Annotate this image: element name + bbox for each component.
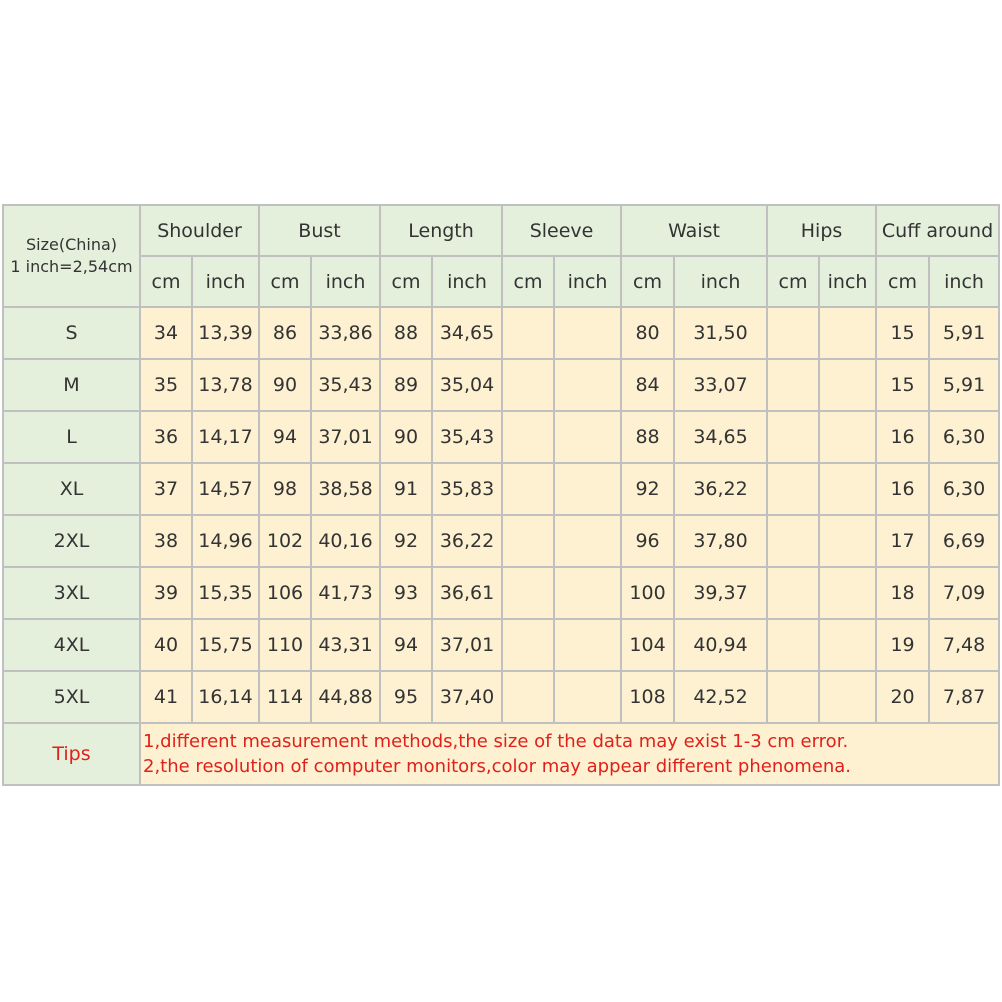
value-cm-cell: 92 [380,515,432,567]
size-cell: 3XL [3,567,140,619]
value-cm-cell [502,619,554,671]
tips-label: Tips [3,723,140,785]
unit-cm: cm [140,256,192,307]
value-inch-cell: 40,94 [674,619,767,671]
unit-inch: inch [432,256,502,307]
unit-cm: cm [502,256,554,307]
header-row [3,205,999,256]
value-inch-cell: 33,86 [311,307,380,359]
header-bust: Bust [259,205,380,256]
value-cm-cell: 34 [140,307,192,359]
value-cm-cell: 35 [140,359,192,411]
value-cm-cell [502,359,554,411]
value-inch-cell: 36,22 [674,463,767,515]
size-cell: 5XL [3,671,140,723]
value-cm-cell: 36 [140,411,192,463]
table-row [3,671,999,723]
table-row [3,411,999,463]
tips-row [3,723,999,785]
value-cm-cell: 16 [876,463,929,515]
unit-row [3,256,999,307]
value-inch-cell [554,567,621,619]
size-chart-table [2,204,1000,786]
value-inch-cell: 34,65 [674,411,767,463]
value-inch-cell: 13,39 [192,307,259,359]
value-cm-cell: 104 [621,619,674,671]
table-row [3,567,999,619]
value-cm-cell: 41 [140,671,192,723]
value-inch-cell: 5,91 [929,307,999,359]
value-cm-cell: 100 [621,567,674,619]
size-cell: XL [3,463,140,515]
value-inch-cell [819,515,876,567]
value-inch-cell: 6,30 [929,411,999,463]
value-inch-cell: 31,50 [674,307,767,359]
value-cm-cell: 84 [621,359,674,411]
value-cm-cell: 106 [259,567,311,619]
value-cm-cell: 89 [380,359,432,411]
value-cm-cell: 40 [140,619,192,671]
table-row [3,307,999,359]
header-hips: Hips [767,205,876,256]
value-inch-cell: 6,30 [929,463,999,515]
value-inch-cell [819,671,876,723]
value-inch-cell [819,619,876,671]
value-inch-cell: 15,35 [192,567,259,619]
value-cm-cell [767,671,819,723]
value-inch-cell: 44,88 [311,671,380,723]
value-inch-cell: 14,96 [192,515,259,567]
value-inch-cell: 7,48 [929,619,999,671]
table-row [3,359,999,411]
table-row [3,515,999,567]
value-cm-cell: 88 [621,411,674,463]
value-inch-cell [819,463,876,515]
size-cell: M [3,359,140,411]
value-inch-cell: 41,73 [311,567,380,619]
value-cm-cell [502,307,554,359]
header-cuff-around: Cuff around [876,205,999,256]
value-cm-cell: 16 [876,411,929,463]
value-inch-cell: 37,80 [674,515,767,567]
value-inch-cell: 37,01 [432,619,502,671]
value-inch-cell: 13,78 [192,359,259,411]
value-cm-cell: 15 [876,307,929,359]
value-cm-cell: 98 [259,463,311,515]
unit-inch: inch [929,256,999,307]
value-cm-cell [767,411,819,463]
value-inch-cell: 16,14 [192,671,259,723]
value-inch-cell: 6,69 [929,515,999,567]
value-cm-cell [767,619,819,671]
value-inch-cell [554,411,621,463]
size-cell: 2XL [3,515,140,567]
size-cell: S [3,307,140,359]
value-inch-cell: 43,31 [311,619,380,671]
value-inch-cell: 33,07 [674,359,767,411]
value-inch-cell [554,463,621,515]
value-cm-cell: 93 [380,567,432,619]
value-inch-cell [819,359,876,411]
value-cm-cell: 91 [380,463,432,515]
size-cell: L [3,411,140,463]
value-inch-cell [554,619,621,671]
value-cm-cell: 86 [259,307,311,359]
value-cm-cell: 18 [876,567,929,619]
value-inch-cell [554,515,621,567]
value-inch-cell: 36,22 [432,515,502,567]
value-cm-cell [502,671,554,723]
value-inch-cell: 40,16 [311,515,380,567]
size-label-conversion: 1 inch=2,54cm [10,257,133,276]
unit-inch: inch [311,256,380,307]
size-label-cell [3,205,140,307]
value-cm-cell [767,359,819,411]
value-cm-cell [767,463,819,515]
unit-cm: cm [767,256,819,307]
tip-line-1: 1,different measurement methods,the size of the data may exist 1-3 cm error. [143,731,849,752]
value-inch-cell: 7,09 [929,567,999,619]
unit-cm: cm [876,256,929,307]
value-cm-cell: 90 [259,359,311,411]
value-cm-cell: 95 [380,671,432,723]
value-cm-cell: 90 [380,411,432,463]
value-inch-cell [819,411,876,463]
header-length: Length [380,205,502,256]
value-inch-cell [819,567,876,619]
value-cm-cell: 37 [140,463,192,515]
value-inch-cell: 42,52 [674,671,767,723]
value-cm-cell [502,411,554,463]
value-cm-cell: 38 [140,515,192,567]
value-cm-cell: 15 [876,359,929,411]
value-inch-cell: 38,58 [311,463,380,515]
value-inch-cell [554,671,621,723]
value-inch-cell: 36,61 [432,567,502,619]
value-cm-cell: 88 [380,307,432,359]
value-cm-cell: 114 [259,671,311,723]
value-cm-cell [502,567,554,619]
value-cm-cell [502,515,554,567]
header-sleeve: Sleeve [502,205,621,256]
unit-cm: cm [259,256,311,307]
unit-cm: cm [380,256,432,307]
value-cm-cell: 20 [876,671,929,723]
value-cm-cell: 94 [380,619,432,671]
value-inch-cell: 15,75 [192,619,259,671]
value-cm-cell [502,463,554,515]
value-cm-cell [767,515,819,567]
value-cm-cell: 110 [259,619,311,671]
value-cm-cell [767,307,819,359]
value-inch-cell: 14,17 [192,411,259,463]
value-inch-cell: 39,37 [674,567,767,619]
value-cm-cell: 108 [621,671,674,723]
value-cm-cell: 80 [621,307,674,359]
value-inch-cell [554,359,621,411]
unit-cm: cm [621,256,674,307]
unit-inch: inch [819,256,876,307]
value-inch-cell: 35,83 [432,463,502,515]
value-inch-cell: 35,43 [432,411,502,463]
value-cm-cell: 17 [876,515,929,567]
value-cm-cell: 92 [621,463,674,515]
size-label-title: Size(China) [25,235,118,254]
value-inch-cell: 7,87 [929,671,999,723]
value-cm-cell: 39 [140,567,192,619]
value-inch-cell: 37,01 [311,411,380,463]
value-inch-cell [554,307,621,359]
header-shoulder: Shoulder [140,205,259,256]
unit-inch: inch [674,256,767,307]
size-cell: 4XL [3,619,140,671]
value-cm-cell: 102 [259,515,311,567]
value-inch-cell: 37,40 [432,671,502,723]
tip-line-2: 2,the resolution of computer monitors,color may appear different phenomena. [143,756,852,777]
value-inch-cell: 35,43 [311,359,380,411]
tips-text [140,723,999,785]
value-inch-cell [819,307,876,359]
table-row [3,463,999,515]
value-cm-cell [767,567,819,619]
value-inch-cell: 35,04 [432,359,502,411]
value-inch-cell: 14,57 [192,463,259,515]
value-inch-cell: 5,91 [929,359,999,411]
unit-inch: inch [192,256,259,307]
value-cm-cell: 19 [876,619,929,671]
table-row [3,619,999,671]
value-cm-cell: 96 [621,515,674,567]
header-waist: Waist [621,205,767,256]
unit-inch: inch [554,256,621,307]
value-inch-cell: 34,65 [432,307,502,359]
value-cm-cell: 94 [259,411,311,463]
